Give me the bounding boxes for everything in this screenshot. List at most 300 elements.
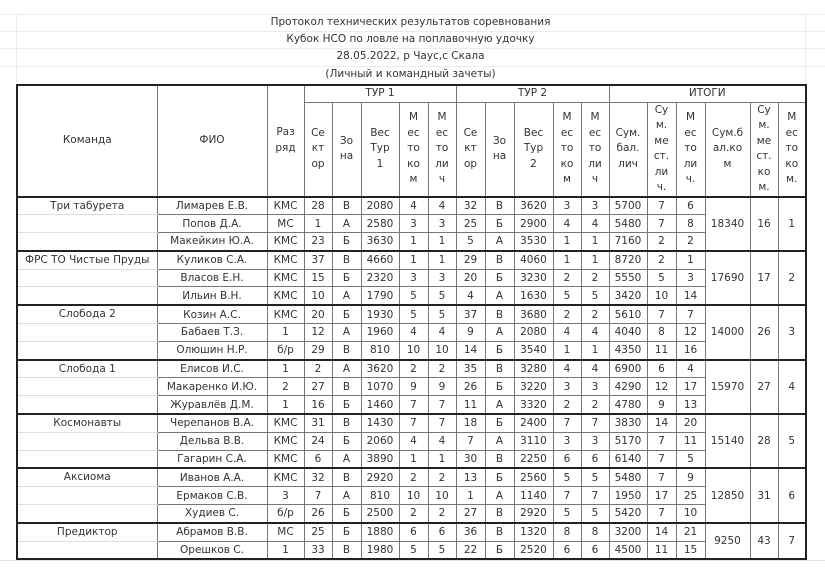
tour2-weight: 1630 bbox=[514, 287, 553, 305]
tour1-zone: Б bbox=[332, 396, 361, 414]
header-tour1: ТУР 1 bbox=[304, 85, 456, 102]
tour1-zone: Б bbox=[332, 505, 361, 523]
tour2-weight: 3530 bbox=[514, 233, 553, 251]
sum-pts-pers: 3200 bbox=[609, 523, 647, 541]
table-row bbox=[17, 414, 806, 432]
sum-pts-pers: 6900 bbox=[609, 360, 647, 378]
tour1-place-pers: 2 bbox=[428, 505, 456, 523]
team-name-cell: ФРС ТО Чистые Пруды bbox=[17, 251, 157, 269]
team-sum-places: 31 bbox=[750, 468, 778, 522]
tour2-weight: 2080 bbox=[514, 324, 553, 342]
tour2-zone: Б bbox=[485, 215, 514, 233]
tour1-sector: 33 bbox=[304, 541, 332, 559]
participant-name: Козин А.С. bbox=[157, 305, 267, 323]
tour1-place-pers: 4 bbox=[428, 197, 456, 215]
tour1-zone: А bbox=[332, 287, 361, 305]
sum-pts-pers: 4290 bbox=[609, 378, 647, 396]
participant-rank: КМС bbox=[267, 468, 304, 486]
team-place: 1 bbox=[778, 197, 806, 251]
tour1-sector: 2 bbox=[304, 360, 332, 378]
participant-rank: МС bbox=[267, 523, 304, 541]
place-pers-total: 16 bbox=[676, 341, 705, 359]
tour2-place-pers: 6 bbox=[581, 541, 609, 559]
tour2-place-team: 7 bbox=[553, 414, 581, 432]
place-pers-total: 5 bbox=[676, 450, 705, 468]
tour1-place-team: 7 bbox=[399, 396, 428, 414]
participant-name: Куликов С.А. bbox=[157, 251, 267, 269]
tour1-place-team: 5 bbox=[399, 305, 428, 323]
team-place: 6 bbox=[778, 468, 806, 522]
tour1-sector: 28 bbox=[304, 197, 332, 215]
team-name-cell bbox=[17, 269, 157, 287]
tour1-weight: 810 bbox=[361, 341, 399, 359]
tour1-place-pers: 3 bbox=[428, 215, 456, 233]
table-row bbox=[17, 505, 806, 523]
tour2-weight: 3540 bbox=[514, 341, 553, 359]
title-line-4: (Личный и командный зачеты) bbox=[325, 68, 496, 80]
team-sum-places: 27 bbox=[750, 360, 778, 414]
sheet-gridline bbox=[0, 560, 825, 561]
sum-places-pers: 14 bbox=[647, 414, 676, 432]
tour1-zone: А bbox=[332, 450, 361, 468]
tour1-weight: 4660 bbox=[361, 251, 399, 269]
tour1-weight: 2920 bbox=[361, 468, 399, 486]
tour2-place-team: 1 bbox=[553, 341, 581, 359]
table-row bbox=[17, 360, 806, 378]
participant-name: Ермаков С.В. bbox=[157, 487, 267, 505]
tour2-place-pers: 6 bbox=[581, 450, 609, 468]
tour2-place-team: 2 bbox=[553, 396, 581, 414]
tour1-sector: 10 bbox=[304, 287, 332, 305]
tour2-sector: 37 bbox=[456, 305, 485, 323]
header-t2-weight: Вес Тур 2 bbox=[514, 102, 553, 197]
participant-rank: КМС bbox=[267, 233, 304, 251]
sum-pts-pers: 4500 bbox=[609, 541, 647, 559]
sum-places-pers: 7 bbox=[647, 305, 676, 323]
team-name-cell bbox=[17, 341, 157, 359]
participant-rank: КМС bbox=[267, 432, 304, 450]
tour1-place-pers: 4 bbox=[428, 432, 456, 450]
participant-name: Орешков С. bbox=[157, 541, 267, 559]
tour1-zone: В bbox=[332, 378, 361, 396]
participant-name: Власов Е.Н. bbox=[157, 269, 267, 287]
tour1-place-team: 9 bbox=[399, 378, 428, 396]
header-name: ФИО bbox=[157, 85, 267, 197]
participant-rank: 1 bbox=[267, 360, 304, 378]
tour2-place-team: 3 bbox=[553, 378, 581, 396]
tour2-zone: В bbox=[485, 305, 514, 323]
tour2-weight: 3220 bbox=[514, 378, 553, 396]
participant-rank: 1 bbox=[267, 324, 304, 342]
table-row bbox=[17, 541, 806, 559]
tour1-place-pers: 2 bbox=[428, 360, 456, 378]
tour1-sector: 24 bbox=[304, 432, 332, 450]
sum-pts-pers: 1950 bbox=[609, 487, 647, 505]
tour1-place-team: 2 bbox=[399, 360, 428, 378]
tour1-place-team: 1 bbox=[399, 450, 428, 468]
place-pers-total: 20 bbox=[676, 414, 705, 432]
team-place: 7 bbox=[778, 523, 806, 560]
tour1-weight: 1930 bbox=[361, 305, 399, 323]
tour2-weight: 3280 bbox=[514, 360, 553, 378]
tour1-place-team: 4 bbox=[399, 197, 428, 215]
sum-places-pers: 17 bbox=[647, 487, 676, 505]
header-t2-place-pers: М ес то ли ч bbox=[581, 102, 609, 197]
team-place: 5 bbox=[778, 414, 806, 468]
tour1-sector: 7 bbox=[304, 487, 332, 505]
tour2-place-pers: 3 bbox=[581, 378, 609, 396]
table-row bbox=[17, 287, 806, 305]
tour1-weight: 3630 bbox=[361, 233, 399, 251]
team-name-cell bbox=[17, 378, 157, 396]
header-t1-zone: Зо на bbox=[332, 102, 361, 197]
tour2-place-team: 3 bbox=[553, 432, 581, 450]
team-name-cell bbox=[17, 432, 157, 450]
tour1-zone: Б bbox=[332, 269, 361, 287]
sum-places-pers: 7 bbox=[647, 197, 676, 215]
sum-places-pers: 7 bbox=[647, 505, 676, 523]
sum-pts-pers: 7160 bbox=[609, 233, 647, 251]
team-sum-pts: 15970 bbox=[705, 360, 750, 414]
tour1-weight: 2320 bbox=[361, 269, 399, 287]
tour1-place-team: 10 bbox=[399, 487, 428, 505]
tour2-weight: 3230 bbox=[514, 269, 553, 287]
header-team: Команда bbox=[17, 85, 157, 197]
table-row bbox=[17, 251, 806, 269]
tour1-zone: В bbox=[332, 341, 361, 359]
tour2-zone: В bbox=[485, 197, 514, 215]
tour1-weight: 1980 bbox=[361, 541, 399, 559]
header-place-team-total: М ес то ко м. bbox=[778, 102, 806, 197]
title-line-2: Кубок НСО по ловле на поплавочную удочку bbox=[286, 33, 535, 45]
place-pers-total: 6 bbox=[676, 197, 705, 215]
tour1-place-team: 2 bbox=[399, 505, 428, 523]
tour2-sector: 20 bbox=[456, 269, 485, 287]
tour1-weight: 810 bbox=[361, 487, 399, 505]
team-sum-pts: 17690 bbox=[705, 251, 750, 305]
tour2-zone: А bbox=[485, 487, 514, 505]
team-name-cell bbox=[17, 396, 157, 414]
tour1-place-pers: 5 bbox=[428, 541, 456, 559]
tour1-place-pers: 10 bbox=[428, 487, 456, 505]
tour2-zone: В bbox=[485, 450, 514, 468]
tour1-weight: 3620 bbox=[361, 360, 399, 378]
tour2-sector: 9 bbox=[456, 324, 485, 342]
tour1-zone: В bbox=[332, 541, 361, 559]
tour1-sector: 25 bbox=[304, 523, 332, 541]
header-sum-pts-pers: Сум. бал. лич bbox=[609, 102, 647, 197]
tour1-zone: В bbox=[332, 414, 361, 432]
tour2-place-pers: 2 bbox=[581, 269, 609, 287]
participant-rank: КМС bbox=[267, 287, 304, 305]
participant-rank: 3 bbox=[267, 487, 304, 505]
tour1-sector: 27 bbox=[304, 378, 332, 396]
tour2-weight: 4060 bbox=[514, 251, 553, 269]
tour2-weight: 2920 bbox=[514, 505, 553, 523]
header-totals: ИТОГИ bbox=[609, 85, 806, 102]
tour1-zone: В bbox=[332, 197, 361, 215]
tour1-weight: 1430 bbox=[361, 414, 399, 432]
tour1-weight: 1880 bbox=[361, 523, 399, 541]
tour1-zone: Б bbox=[332, 305, 361, 323]
tour1-zone: А bbox=[332, 324, 361, 342]
team-sum-pts: 12850 bbox=[705, 468, 750, 522]
tour2-place-team: 2 bbox=[553, 305, 581, 323]
tour2-place-team: 5 bbox=[553, 468, 581, 486]
team-name-cell bbox=[17, 505, 157, 523]
tour1-place-team: 2 bbox=[399, 468, 428, 486]
tour1-weight: 1790 bbox=[361, 287, 399, 305]
place-pers-total: 8 bbox=[676, 215, 705, 233]
tour2-place-pers: 2 bbox=[581, 305, 609, 323]
tour1-weight: 2500 bbox=[361, 505, 399, 523]
participant-name: Макаренко И.Ю. bbox=[157, 378, 267, 396]
team-name-cell bbox=[17, 287, 157, 305]
place-pers-total: 25 bbox=[676, 487, 705, 505]
header-t2-sector: Се кт ор bbox=[456, 102, 485, 197]
team-name-cell: Три табурета bbox=[17, 197, 157, 215]
tour2-place-team: 2 bbox=[553, 269, 581, 287]
tour1-place-pers: 4 bbox=[428, 324, 456, 342]
sum-pts-pers: 3830 bbox=[609, 414, 647, 432]
team-sum-places: 28 bbox=[750, 414, 778, 468]
team-name-cell bbox=[17, 324, 157, 342]
tour2-weight: 2900 bbox=[514, 215, 553, 233]
tour2-zone: Б bbox=[485, 414, 514, 432]
table-row bbox=[17, 487, 806, 505]
participant-name: Ильин В.Н. bbox=[157, 287, 267, 305]
tour1-weight: 2580 bbox=[361, 215, 399, 233]
tour2-sector: 5 bbox=[456, 233, 485, 251]
sum-pts-pers: 5480 bbox=[609, 468, 647, 486]
team-place: 3 bbox=[778, 305, 806, 359]
tour2-place-team: 1 bbox=[553, 233, 581, 251]
table-row bbox=[17, 324, 806, 342]
sum-pts-pers: 5480 bbox=[609, 215, 647, 233]
tour2-zone: А bbox=[485, 233, 514, 251]
tour1-sector: 23 bbox=[304, 233, 332, 251]
tour2-zone: В bbox=[485, 505, 514, 523]
sum-pts-pers: 5700 bbox=[609, 197, 647, 215]
tour2-sector: 27 bbox=[456, 505, 485, 523]
title-line-1: Протокол технических результатов соревнования bbox=[270, 16, 551, 28]
tour2-sector: 30 bbox=[456, 450, 485, 468]
place-pers-total: 3 bbox=[676, 269, 705, 287]
tour2-zone: А bbox=[485, 324, 514, 342]
results-table bbox=[16, 84, 807, 560]
header-tour2: ТУР 2 bbox=[456, 85, 609, 102]
tour1-zone: В bbox=[332, 468, 361, 486]
sum-places-pers: 8 bbox=[647, 324, 676, 342]
table-row bbox=[17, 215, 806, 233]
tour2-place-team: 4 bbox=[553, 360, 581, 378]
tour1-place-team: 3 bbox=[399, 215, 428, 233]
header-t1-sector: Се кт ор bbox=[304, 102, 332, 197]
team-sum-places: 26 bbox=[750, 305, 778, 359]
team-sum-pts: 14000 bbox=[705, 305, 750, 359]
tour2-sector: 29 bbox=[456, 251, 485, 269]
sum-pts-pers: 5170 bbox=[609, 432, 647, 450]
participant-name: Лимарев Е.В. bbox=[157, 197, 267, 215]
sum-pts-pers: 3420 bbox=[609, 287, 647, 305]
sum-places-pers: 7 bbox=[647, 432, 676, 450]
participant-name: Попов Д.А. bbox=[157, 215, 267, 233]
tour1-place-team: 3 bbox=[399, 269, 428, 287]
tour1-place-team: 5 bbox=[399, 287, 428, 305]
tour1-zone: А bbox=[332, 215, 361, 233]
header-rank: Раз ряд bbox=[267, 85, 304, 197]
participant-name: Худиев С. bbox=[157, 505, 267, 523]
tour1-place-pers: 1 bbox=[428, 251, 456, 269]
tour1-zone: В bbox=[332, 251, 361, 269]
title-line-3: 28.05.2022, р Чаус,с Скала bbox=[336, 50, 485, 62]
tour2-place-pers: 1 bbox=[581, 233, 609, 251]
tour2-place-team: 1 bbox=[553, 251, 581, 269]
table-row bbox=[17, 341, 806, 359]
tour2-place-pers: 5 bbox=[581, 287, 609, 305]
header-t2-zone: Зо на bbox=[485, 102, 514, 197]
sum-pts-pers: 4350 bbox=[609, 341, 647, 359]
participant-name: Гагарин С.А. bbox=[157, 450, 267, 468]
participant-name: Дельва В.В. bbox=[157, 432, 267, 450]
tour2-sector: 1 bbox=[456, 487, 485, 505]
place-pers-total: 11 bbox=[676, 432, 705, 450]
team-sum-places: 17 bbox=[750, 251, 778, 305]
participant-rank: 2 bbox=[267, 378, 304, 396]
tour2-weight: 2520 bbox=[514, 541, 553, 559]
tour2-weight: 3680 bbox=[514, 305, 553, 323]
tour2-zone: Б bbox=[485, 269, 514, 287]
tour2-place-pers: 4 bbox=[581, 215, 609, 233]
header-t1-weight: Вес Тур 1 bbox=[361, 102, 399, 197]
tour2-zone: Б bbox=[485, 378, 514, 396]
tour1-place-pers: 3 bbox=[428, 269, 456, 287]
header-sum-pts-team: Сум.б ал.ко м bbox=[705, 102, 750, 197]
tour1-sector: 29 bbox=[304, 341, 332, 359]
tour1-place-team: 1 bbox=[399, 251, 428, 269]
tour2-place-pers: 3 bbox=[581, 432, 609, 450]
tour2-place-pers: 7 bbox=[581, 414, 609, 432]
participant-name: Олюшин Н.Р. bbox=[157, 341, 267, 359]
team-sum-pts: 18340 bbox=[705, 197, 750, 251]
place-pers-total: 7 bbox=[676, 305, 705, 323]
place-pers-total: 10 bbox=[676, 505, 705, 523]
sum-pts-pers: 5610 bbox=[609, 305, 647, 323]
sum-places-pers: 2 bbox=[647, 233, 676, 251]
header-place-pers-total: М ес то ли ч. bbox=[676, 102, 705, 197]
sum-places-pers: 6 bbox=[647, 360, 676, 378]
tour1-place-team: 7 bbox=[399, 414, 428, 432]
participant-rank: КМС bbox=[267, 305, 304, 323]
team-sum-places: 43 bbox=[750, 523, 778, 560]
tour2-place-pers: 5 bbox=[581, 468, 609, 486]
header-sum-places-team: Су м. ме ст. ко м. bbox=[750, 102, 778, 197]
tour2-weight: 2250 bbox=[514, 450, 553, 468]
tour1-sector: 26 bbox=[304, 505, 332, 523]
participant-rank: 1 bbox=[267, 541, 304, 559]
participant-rank: б/р bbox=[267, 505, 304, 523]
participant-name: Бабаев Т.З. bbox=[157, 324, 267, 342]
participant-name: Макейкин Ю.А. bbox=[157, 233, 267, 251]
sum-places-pers: 2 bbox=[647, 251, 676, 269]
tour1-weight: 1070 bbox=[361, 378, 399, 396]
team-sum-pts: 15140 bbox=[705, 414, 750, 468]
place-pers-total: 2 bbox=[676, 233, 705, 251]
sum-places-pers: 10 bbox=[647, 287, 676, 305]
tour2-sector: 32 bbox=[456, 197, 485, 215]
tour2-sector: 4 bbox=[456, 287, 485, 305]
tour2-sector: 13 bbox=[456, 468, 485, 486]
sum-places-pers: 11 bbox=[647, 541, 676, 559]
sum-places-pers: 9 bbox=[647, 396, 676, 414]
tour2-place-pers: 1 bbox=[581, 251, 609, 269]
place-pers-total: 15 bbox=[676, 541, 705, 559]
tour2-place-pers: 4 bbox=[581, 324, 609, 342]
tour1-place-pers: 9 bbox=[428, 378, 456, 396]
tour2-zone: А bbox=[485, 396, 514, 414]
team-name-cell: Аксиома bbox=[17, 468, 157, 486]
participant-name: Иванов А.А. bbox=[157, 468, 267, 486]
sum-pts-pers: 4040 bbox=[609, 324, 647, 342]
table-row bbox=[17, 523, 806, 541]
header-t1-place-pers: М ес то ли ч bbox=[428, 102, 456, 197]
participant-rank: б/р bbox=[267, 341, 304, 359]
sum-places-pers: 7 bbox=[647, 215, 676, 233]
team-name-cell: Слобода 2 bbox=[17, 305, 157, 323]
table-row bbox=[17, 432, 806, 450]
tour2-place-pers: 8 bbox=[581, 523, 609, 541]
sum-places-pers: 5 bbox=[647, 269, 676, 287]
tour1-sector: 6 bbox=[304, 450, 332, 468]
header-t1-place-team: М ес то ко м bbox=[399, 102, 428, 197]
sum-pts-pers: 5420 bbox=[609, 505, 647, 523]
tour2-weight: 1140 bbox=[514, 487, 553, 505]
participant-rank: 1 bbox=[267, 396, 304, 414]
tour1-zone: А bbox=[332, 487, 361, 505]
participant-name: Журавлёв Д.М. bbox=[157, 396, 267, 414]
header-t2-place-team: М ес то ко м bbox=[553, 102, 581, 197]
sum-places-pers: 14 bbox=[647, 523, 676, 541]
table-row bbox=[17, 305, 806, 323]
tour1-place-pers: 5 bbox=[428, 287, 456, 305]
tour1-place-pers: 10 bbox=[428, 341, 456, 359]
tour2-zone: А bbox=[485, 287, 514, 305]
participant-name: Елисов И.С. bbox=[157, 360, 267, 378]
tour2-place-pers: 2 bbox=[581, 396, 609, 414]
tour1-place-pers: 7 bbox=[428, 396, 456, 414]
participant-name: Абрамов В.В. bbox=[157, 523, 267, 541]
team-name-cell: Предиктор bbox=[17, 523, 157, 541]
tour1-place-team: 5 bbox=[399, 541, 428, 559]
place-pers-total: 12 bbox=[676, 324, 705, 342]
place-pers-total: 14 bbox=[676, 287, 705, 305]
tour2-weight: 3620 bbox=[514, 197, 553, 215]
tour2-sector: 14 bbox=[456, 341, 485, 359]
tour2-place-team: 5 bbox=[553, 287, 581, 305]
participant-rank: КМС bbox=[267, 414, 304, 432]
team-name-cell bbox=[17, 233, 157, 251]
tour1-sector: 20 bbox=[304, 305, 332, 323]
tour2-place-team: 6 bbox=[553, 541, 581, 559]
tour1-place-pers: 1 bbox=[428, 450, 456, 468]
tour1-place-pers: 1 bbox=[428, 233, 456, 251]
sum-pts-pers: 5550 bbox=[609, 269, 647, 287]
table-row bbox=[17, 269, 806, 287]
tour1-zone: Б bbox=[332, 233, 361, 251]
participant-rank: КМС bbox=[267, 251, 304, 269]
place-pers-total: 9 bbox=[676, 468, 705, 486]
tour2-zone: Б bbox=[485, 541, 514, 559]
